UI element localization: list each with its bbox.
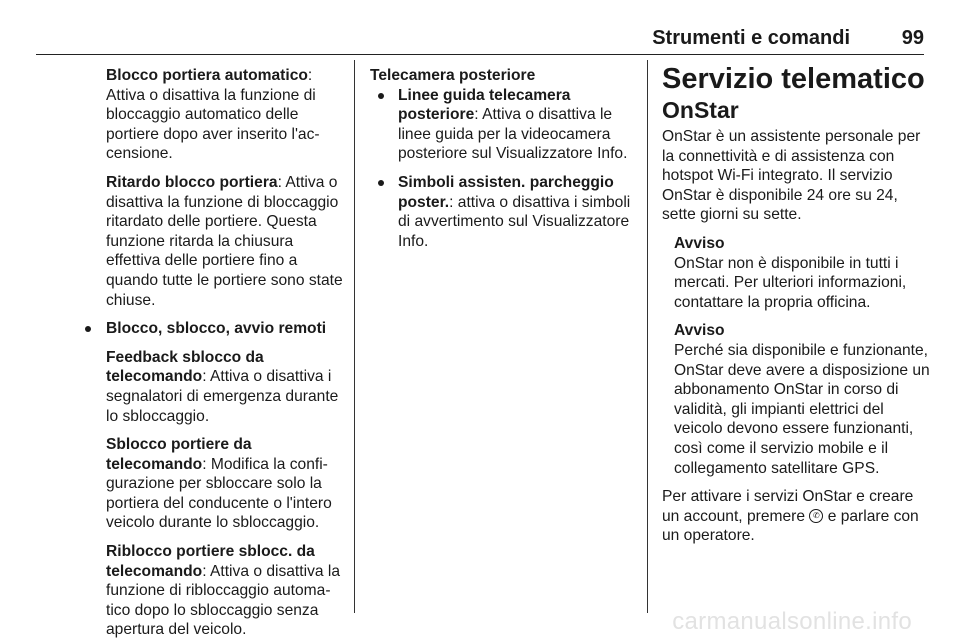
bullet-simboli-parcheggio: Simboli assisten. parcheggio poster.: attiva o disattiva i simboli di avvertimento sul Visualizzatore Info. xyxy=(398,173,632,251)
bullet-icon xyxy=(85,326,91,332)
page-header xyxy=(0,27,960,57)
bullet-icon xyxy=(378,180,384,186)
bullet-linee-guida: Linee guida telecamera posteriore: Attiva o disattiva le linee guida per la videocamera posteriore sul Visualizzatore Info. xyxy=(398,86,632,164)
column-1 xyxy=(106,66,344,640)
entry-sblocco-portiere: Sblocco portiere da telecomando: Modifica la configurazione per sbloccare solo la portiera del conducente o l'intero veicolo durante lo sbloccaggio. xyxy=(106,436,332,532)
column-divider-1 xyxy=(354,60,355,613)
entry-feedback-sblocco: Feedback sblocco da telecomando: Attiva o disattiva i segnalatori di emergenza durante lo sbloccaggio. xyxy=(106,348,339,425)
bullet-icon xyxy=(378,93,384,99)
column-3 xyxy=(662,62,930,546)
chapter-title: Servizio telematico xyxy=(662,63,925,95)
page-number: 99 xyxy=(901,27,924,49)
column-divider-2 xyxy=(647,60,648,613)
watermark: carmanualsonline.info xyxy=(672,608,912,635)
column-2 xyxy=(370,66,632,251)
heading-telecamera: Telecamera posteriore xyxy=(370,67,536,84)
onstar-button-icon: ✆ xyxy=(809,509,823,523)
onstar-outro: Per attivare i servizi OnStar e creare un account, premere ✆ e parlare con un operatore. xyxy=(662,488,919,545)
notice-2: Avviso Perché sia disponibile e funzionante, OnStar deve avere a disposizione un abbonamento OnStar in corso di validità, gli impianti elettrici del veicolo devono essere funzionanti, così come il servizio mobile e il collegamento satellitare GPS. xyxy=(674,322,930,477)
header-rule xyxy=(36,54,924,55)
entry-riblocco-portiere: Riblocco portiere sblocc. da telecomando: Attiva o disattiva la funzione di ribloccaggio automatico dopo lo sbloccaggio senza apertura del veicolo. xyxy=(106,543,341,639)
bullet-blocco-remoti: Blocco, sblocco, avvio remoti xyxy=(106,319,344,339)
entry-ritardo-blocco: Ritardo blocco portiera: Attiva o disattiva la funzione di bloccaggio ritardato delle portiere. Questa funzione ritarda la chiusura effettiva delle portiere fino a quando tutte le portiere sono state chiuse. xyxy=(106,173,343,309)
entry-blocco-automatico: Blocco portiera automatico: Attiva o disattiva la funzione di bloccaggio automatico delle portiere dopo aver inserito l'accensione. xyxy=(106,67,320,163)
section-title: Strumenti e comandi xyxy=(652,27,850,49)
onstar-intro: OnStar è un assistente personale per la connettività e di assistenza con hotspot Wi-Fi integrato. Il servizio OnStar è disponibile 24 ore su 24, sette giorni su sette. xyxy=(662,128,921,224)
notice-1: Avviso OnStar non è disponibile in tutti i mercati. Per ulteriori informazioni, contattare la propria officina. xyxy=(674,234,907,311)
subsection-title: OnStar xyxy=(662,97,739,123)
